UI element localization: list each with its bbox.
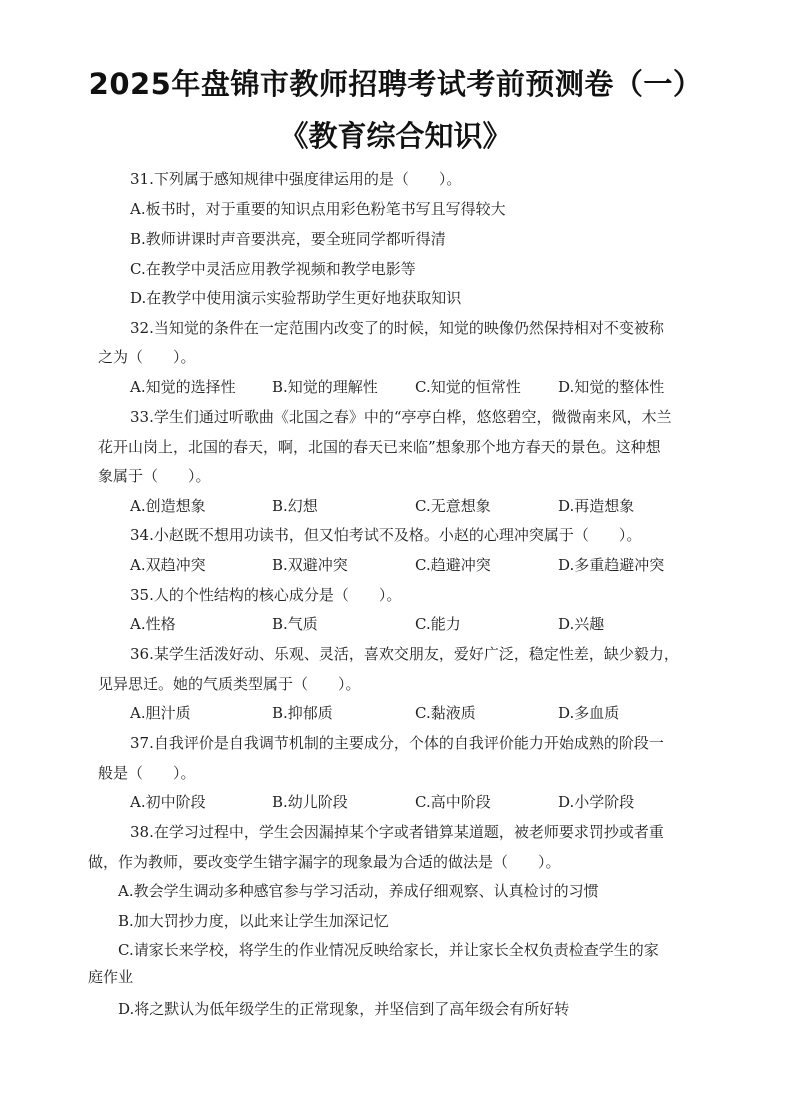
question-38-option-b: B.加大罚抄力度，以此来让学生加深记忆 [118, 912, 389, 930]
question-31-option-a: A.板书时，对于重要的知识点用彩色粉笔书写且写得较大 [130, 200, 506, 218]
question-37-option-b: B.幼儿阶段 [272, 793, 348, 811]
question-32-option-c: C.知觉的恒常性 [415, 378, 521, 396]
question-31-stem: 31.下列属于感知规律中强度律运用的是（ ）。 [130, 170, 462, 188]
question-36-option-a: A.胆汁质 [130, 704, 191, 722]
question-38-stem-line2: 做，作为教师，要改变学生错字漏字的现象最为合适的做法是（ ）。 [88, 853, 561, 871]
question-31-option-c: C.在教学中灵活应用教学视频和教学电影等 [130, 260, 416, 278]
question-34-option-a: A.双趋冲突 [130, 556, 206, 574]
question-36-option-c: C.黏液质 [415, 704, 476, 722]
question-37-option-d: D.小学阶段 [558, 793, 635, 811]
question-34-stem: 34.小赵既不想用功读书，但又怕考试不及格。小赵的心理冲突属于（ ）。 [130, 526, 642, 544]
question-34-option-d: D.多重趋避冲突 [558, 556, 665, 574]
question-31-option-b: B.教师讲课时声音要洪亮，要全班同学都听得清 [130, 230, 446, 248]
question-32-stem-line1: 32.当知觉的条件在一定范围内改变了的时候，知觉的映像仍然保持相对不变被称 [130, 319, 664, 337]
question-33-option-a: A.创造想象 [130, 497, 206, 515]
question-33-option-d: D.再造想象 [558, 497, 635, 515]
question-33-stem-line2: 花开山岗上，北国的春天，啊，北国的春天已来临”想象那个地方春天的景色。这种想 [98, 438, 661, 456]
question-37-stem-line2: 般是（ ）。 [98, 764, 196, 782]
question-36-stem-line1: 36.某学生活泼好动、乐观、灵活，喜欢交朋友，爱好广泛，稳定性差，缺少毅力， [130, 645, 679, 663]
question-33-stem-line1: 33.学生们通过听歌曲《北国之春》中的“亭亭白桦，悠悠碧空，微微南来风，木兰 [130, 408, 672, 426]
question-32-stem-line2: 之为（ ）。 [98, 348, 196, 366]
question-33-option-c: C.无意想象 [415, 497, 491, 515]
question-37-stem-line1: 37.自我评价是自我调节机制的主要成分，个体的自我评价能力开始成熟的阶段一 [130, 734, 664, 752]
question-35-stem: 35.人的个性结构的核心成分是（ ）。 [130, 586, 402, 604]
question-37-option-c: C.高中阶段 [415, 793, 491, 811]
question-35-option-d: D.兴趣 [558, 615, 605, 633]
question-33-stem-line3: 象属于（ ）。 [98, 467, 211, 485]
question-34-option-b: B.双避冲突 [272, 556, 348, 574]
question-36-stem-line2: 见异思迁。她的气质类型属于（ ）。 [98, 675, 361, 693]
question-36-option-b: B.抑郁质 [272, 704, 333, 722]
question-35-option-b: B.气质 [272, 615, 318, 633]
question-38-stem-line1: 38.在学习过程中，学生会因漏掉某个字或者错算某道题，被老师要求罚抄或者重 [130, 823, 664, 841]
page-subtitle: 《教育综合知识》 [279, 119, 512, 153]
question-37-option-a: A.初中阶段 [130, 793, 206, 811]
question-38-option-c-line2: 庭作业 [88, 968, 134, 986]
question-32-option-a: A.知觉的选择性 [130, 378, 236, 396]
question-31-option-d: D.在教学中使用演示实验帮助学生更好地获取知识 [130, 289, 462, 307]
question-33-option-b: B.幻想 [272, 497, 318, 515]
question-32-option-b: B.知觉的理解性 [272, 378, 378, 396]
question-32-option-d: D.知觉的整体性 [558, 378, 665, 396]
question-38-option-d: D.将之默认为低年级学生的正常现象，并坚信到了高年级会有所好转 [118, 1000, 570, 1018]
question-38-option-a: A.教会学生调动多种感官参与学习活动，养成仔细观察、认真检讨的习惯 [118, 882, 599, 900]
question-35-option-a: A.性格 [130, 615, 176, 633]
question-35-option-c: C.能力 [415, 615, 461, 633]
question-34-option-c: C.趋避冲突 [415, 556, 491, 574]
question-36-option-d: D.多血质 [558, 704, 620, 722]
question-38-option-c-line1: C.请家长来学校，将学生的作业情况反映给家长，并让家长全权负责检查学生的家 [118, 941, 659, 959]
page-title: 2025年盘锦市教师招聘考试考前预测卷（一） [88, 67, 703, 101]
